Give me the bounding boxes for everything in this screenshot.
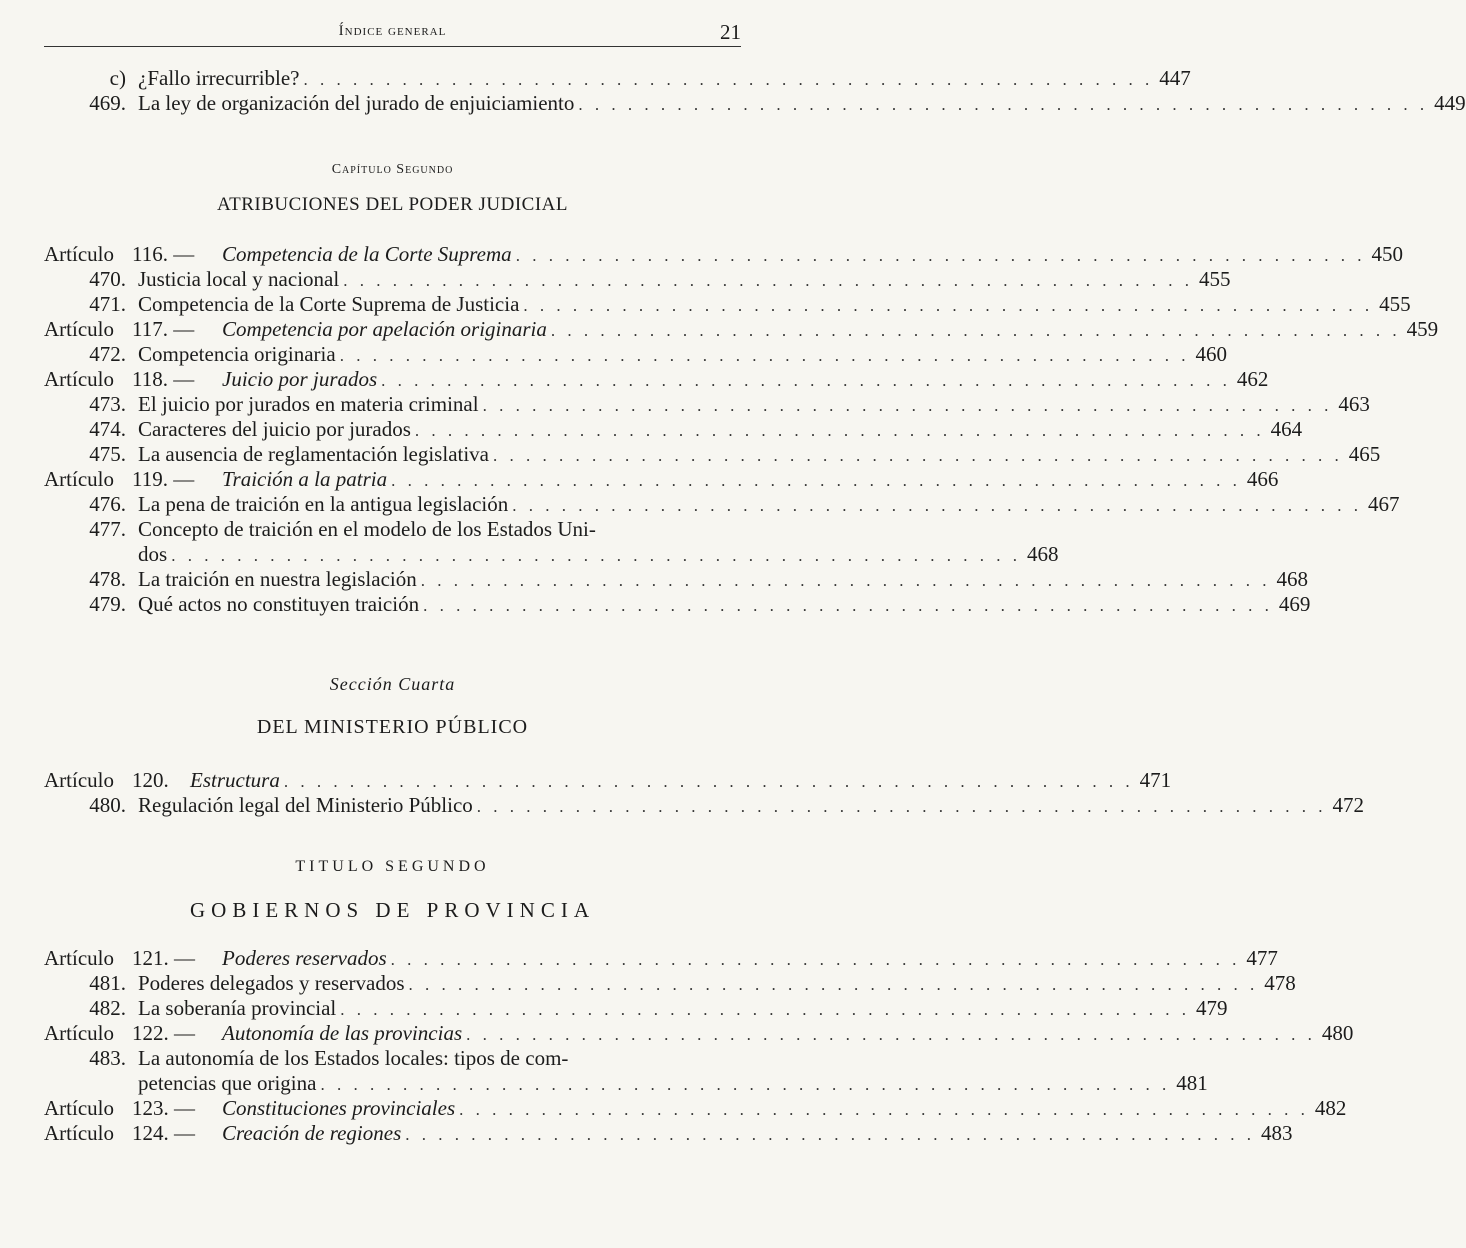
entry-text-line (138, 996, 1228, 1022)
dot-leader: . . . . . . . . . . . . . . . . . . . . . . . . . . . . . . . . . . . . . . . . . . . . . . . . . . . . (320, 1075, 1171, 1094)
entry-number: 123. — (132, 1096, 195, 1120)
entry-label: Artículo (44, 467, 114, 491)
entry-label: Artículo (44, 1121, 114, 1145)
entry-page: 460 (1195, 342, 1227, 366)
entry-label: Artículo (44, 1021, 114, 1045)
toc-entry (44, 367, 1269, 392)
entry-text-line (138, 492, 1400, 518)
entry-page: 478 (1264, 971, 1296, 995)
entry-page: 472 (1332, 793, 1365, 817)
toc-entry (44, 542, 1059, 567)
entry-page: 450 (1371, 242, 1403, 266)
toc-entry (44, 91, 1466, 116)
entry-page: 483 (1261, 1121, 1293, 1145)
entry-label: Artículo (44, 317, 114, 341)
entry-label: 480. (89, 793, 126, 817)
entry-title: Qué actos no constituyen traición (138, 592, 420, 616)
entry-title: Traición a la patria (222, 467, 388, 491)
entry-title: Autonomía de las provincias (222, 1021, 463, 1045)
entry-text-line (138, 442, 1381, 468)
entry-page: 455 (1379, 292, 1411, 316)
entry-title: Caracteres del juicio por jurados (138, 417, 411, 441)
entry-number: 122. — (132, 1021, 195, 1045)
toc-entry (44, 292, 1411, 317)
entry-label: Artículo (44, 242, 114, 266)
entry-title: ¿Fallo irrecurrible? (138, 66, 300, 90)
section-label: Sección Cuarta (329, 674, 456, 694)
toc-entry (44, 996, 1228, 1021)
entry-page: 467 (1368, 492, 1400, 516)
entry-page: 465 (1348, 442, 1381, 466)
entry-page: 482 (1314, 1096, 1347, 1120)
entry-number: 124. — (132, 1121, 195, 1145)
entry-title: La soberanía provincial (138, 996, 337, 1020)
entry-label: 469. (89, 91, 126, 115)
toc-entry (44, 317, 1439, 342)
entry-text-line (138, 1046, 741, 1071)
entry-text-line (222, 367, 1269, 393)
entry-text-line (138, 517, 741, 542)
dot-leader: . . . . . . . . . . . . . . . . . . . . . . . . . . . . . . . . . . . . . . . . . . . . . . . . . . . . (476, 797, 1327, 816)
section-title: DEL MINISTERIO PÚBLICO (256, 716, 529, 738)
entry-label: c) (109, 66, 126, 90)
dot-leader: . . . . . . . . . . . . . . . . . . . . . . . . . . . . . . . . . . . . . . . . . . . . . . . . . . . . (550, 321, 1401, 340)
dot-leader: . . . . . . . . . . . . . . . . . . . . . . . . . . . . . . . . . . . . . . . . . . . . . . . . . . . . (515, 246, 1366, 265)
entry-title: Competencia de la Corte Suprema de Justicia (138, 292, 520, 316)
running-header (44, 20, 741, 47)
dot-leader: . . . . . . . . . . . . . . . . . . . . . . . . . . . . . . . . . . . . . . . . . . . . . . . . . . . . (171, 546, 1021, 565)
dot-leader: . . . . . . . . . . . . . . . . . . . . . . . . . . . . . . . . . . . . . . . . . . . . . . . . . . . . (340, 1000, 1190, 1019)
entry-text-line (138, 1071, 1208, 1097)
entry-label: 470. (89, 267, 126, 291)
entry-label: 481. (89, 971, 126, 995)
toc-entry (44, 517, 741, 542)
entry-label: Artículo (44, 1096, 114, 1120)
entry-text-line (222, 317, 1439, 343)
entry-number: 120. (132, 768, 169, 792)
entry-label: 478. (89, 567, 126, 591)
entry-text-line (222, 1096, 1347, 1122)
entry-label: 473. (89, 392, 126, 416)
entry-title: Regulación legal del Ministerio Público (138, 793, 473, 817)
entry-text-line (222, 242, 1403, 268)
entry-text-line (138, 971, 1296, 997)
entry-page: 468 (1026, 542, 1059, 566)
toc-entry (44, 793, 1365, 818)
entry-page: 463 (1338, 392, 1370, 416)
entry-title: La autonomía de los Estados locales: tipos de com- (138, 1046, 569, 1070)
toc-entry (44, 768, 1172, 793)
entry-title: Estructura (190, 768, 280, 792)
entry-number: 116. — (132, 242, 195, 266)
entry-number: 117. — (132, 317, 195, 341)
entry-title: Creación de regiones (222, 1121, 402, 1145)
dot-leader: . . . . . . . . . . . . . . . . . . . . . . . . . . . . . . . . . . . . . . . . . . . . . . . . . . . . (512, 496, 1363, 515)
entry-text-line (138, 417, 1303, 443)
entry-number: 118. — (132, 367, 195, 391)
entry-text-line (138, 66, 1191, 92)
toc-entry (44, 567, 1308, 592)
entry-title: dos (138, 542, 168, 566)
toc-entry (44, 492, 1400, 517)
title-label: TITULO SEGUNDO (295, 858, 490, 875)
entry-title: Competencia de la Corte Suprema (222, 242, 512, 266)
entry-text-line (138, 342, 1227, 368)
entry-label: 483. (89, 1046, 126, 1070)
dot-leader: . . . . . . . . . . . . . . . . . . . . . . . . . . . . . . . . . . . . . . . . . . . . . . . . . . . . (466, 1025, 1316, 1044)
block4-group (44, 946, 1354, 1146)
entry-title: La traición en nuestra legislación (138, 567, 417, 591)
entry-label: 482. (89, 996, 126, 1020)
entry-label: Artículo (44, 946, 114, 970)
entry-label: Artículo (44, 768, 114, 792)
entry-title: Competencia originaria (138, 342, 336, 366)
toc-entry (44, 1046, 741, 1071)
dot-leader: . . . . . . . . . . . . . . . . . . . . . . . . . . . . . . . . . . . . . . . . . . . . . . . . . . . . (523, 296, 1374, 315)
entry-page: 466 (1246, 467, 1279, 491)
entry-text-line (222, 1021, 1354, 1047)
block2-group (44, 242, 1439, 617)
entry-title: Poderes reservados (222, 946, 387, 970)
entry-number: 119. — (132, 467, 195, 491)
entry-label: 477. (89, 517, 126, 541)
entry-label: 475. (89, 442, 126, 466)
entry-page: 471 (1139, 768, 1172, 792)
entry-page: 468 (1276, 567, 1308, 591)
dot-leader: . . . . . . . . . . . . . . . . . . . . . . . . . . . . . . . . . . . . . . . . . . . . . . . . . . . . (391, 471, 1241, 490)
entry-page: 479 (1196, 996, 1228, 1020)
entry-label: 474. (89, 417, 126, 441)
running-title: Índice general (338, 23, 447, 39)
dot-leader: . . . . . . . . . . . . . . . . . . . . . . . . . . . . . . . . . . . . . . . . . . . . . . . . . . . . (578, 95, 1429, 114)
entry-page: 447 (1159, 66, 1191, 90)
entry-text-line (138, 392, 1370, 418)
entry-text-line (222, 467, 1279, 493)
entry-number: 121. — (132, 946, 195, 970)
entry-text-line (222, 946, 1278, 972)
entry-text-line (138, 592, 1311, 618)
entry-title: Competencia por apelación originaria (222, 317, 547, 341)
entry-page: 477 (1246, 946, 1278, 970)
entry-title: petencias que origina (138, 1071, 317, 1095)
dot-leader: . . . . . . . . . . . . . . . . . . . . . . . . . . . . . . . . . . . . . . . . . . . . . . . . . . . . (482, 396, 1333, 415)
toc-entry (44, 267, 1231, 292)
dot-leader: . . . . . . . . . . . . . . . . . . . . . . . . . . . . . . . . . . . . . . . . . . . . . . . . . . . . (414, 421, 1265, 440)
dot-leader: . . . . . . . . . . . . . . . . . . . . . . . . . . . . . . . . . . . . . . . . . . . . . . . . . . . . (283, 772, 1134, 791)
dot-leader: . . . . . . . . . . . . . . . . . . . . . . . . . . . . . . . . . . . . . . . . . . . . . . . . . . . . (459, 1100, 1309, 1119)
toc-entry (44, 1121, 1293, 1146)
entry-title: La ley de organización del jurado de enjuiciamiento (138, 91, 575, 115)
entry-text-line (190, 768, 1172, 794)
entry-text-line (138, 793, 1365, 819)
entry-title: Poderes delegados y reservados (138, 971, 405, 995)
dot-leader: . . . . . . . . . . . . . . . . . . . . . . . . . . . . . . . . . . . . . . . . . . . . . . . . . . . . (339, 346, 1190, 365)
entry-label: 476. (89, 492, 126, 516)
entry-label: Artículo (44, 367, 114, 391)
chapter-label: Capítulo Segundo (331, 162, 454, 177)
toc-entry (44, 946, 1278, 971)
entry-label: 472. (89, 342, 126, 366)
toc-entry (44, 342, 1227, 367)
dot-leader: . . . . . . . . . . . . . . . . . . . . . . . . . . . . . . . . . . . . . . . . . . . . . . . . . . . . (303, 70, 1154, 89)
entry-page: 480 (1321, 1021, 1354, 1045)
dot-leader: . . . . . . . . . . . . . . . . . . . . . . . . . . . . . . . . . . . . . . . . . . . . . . . . . . . . (420, 571, 1271, 590)
entry-text-line (138, 292, 1411, 318)
dot-leader: . . . . . . . . . . . . . . . . . . . . . . . . . . . . . . . . . . . . . . . . . . . . . . . . . . . . (408, 975, 1259, 994)
entry-title: La pena de traición en la antigua legislación (138, 492, 509, 516)
dot-leader: . . . . . . . . . . . . . . . . . . . . . . . . . . . . . . . . . . . . . . . . . . . . . . . . . . . . (343, 271, 1193, 290)
entry-page: 462 (1236, 367, 1269, 391)
toc-entry (44, 242, 1403, 267)
toc-entry (44, 467, 1279, 492)
entry-page: 455 (1198, 267, 1231, 291)
dot-leader: . . . . . . . . . . . . . . . . . . . . . . . . . . . . . . . . . . . . . . . . . . . . . . . . . . . . (381, 371, 1231, 390)
toc-entry (44, 66, 1191, 91)
entry-text-line (138, 267, 1231, 293)
toc-entry (44, 1096, 1347, 1121)
title-heading: GOBIERNOS DE PROVINCIA (189, 898, 595, 922)
toc-entry (44, 971, 1296, 996)
chapter-title: ATRIBUCIONES DEL PODER JUDICIAL (217, 194, 568, 215)
toc-entry (44, 1021, 1354, 1046)
entry-title: El juicio por jurados en materia criminal (138, 392, 479, 416)
toc-entry (44, 442, 1381, 467)
entry-title: Concepto de traición en el modelo de los Estados Uni- (138, 517, 596, 541)
dot-leader: . . . . . . . . . . . . . . . . . . . . . . . . . . . . . . . . . . . . . . . . . . . . . . . . . . . . (493, 446, 1343, 465)
entry-text-line (138, 567, 1308, 593)
entry-title: La ausencia de reglamentación legislativa (138, 442, 490, 466)
toc-entry (44, 392, 1370, 417)
entry-page: 464 (1270, 417, 1303, 441)
entry-text-line (138, 542, 1059, 568)
block1-group (44, 66, 1466, 116)
toc-entry (44, 1071, 1208, 1096)
toc-entry (44, 592, 1311, 617)
dot-leader: . . . . . . . . . . . . . . . . . . . . . . . . . . . . . . . . . . . . . . . . . . . . . . . . . . . . (423, 596, 1273, 615)
page-number: 21 (720, 20, 741, 44)
block3-group (44, 768, 1365, 818)
entry-text-line (138, 91, 1466, 117)
entry-title: Constituciones provinciales (222, 1096, 456, 1120)
entry-text-line (222, 1121, 1293, 1147)
dot-leader: . . . . . . . . . . . . . . . . . . . . . . . . . . . . . . . . . . . . . . . . . . . . . . . . . . . . (405, 1125, 1255, 1144)
entry-page: 469 (1278, 592, 1311, 616)
dot-leader: . . . . . . . . . . . . . . . . . . . . . . . . . . . . . . . . . . . . . . . . . . . . . . . . . . . . (390, 950, 1241, 969)
toc-entry (44, 417, 1303, 442)
entry-page: 481 (1176, 1071, 1208, 1095)
entry-label: 479. (89, 592, 126, 616)
entry-page: 459 (1406, 317, 1439, 341)
entry-title: Juicio por jurados (222, 367, 378, 391)
entry-label: 471. (89, 292, 126, 316)
entry-page: 449 (1434, 91, 1466, 115)
entry-title: Justicia local y nacional (138, 267, 340, 291)
